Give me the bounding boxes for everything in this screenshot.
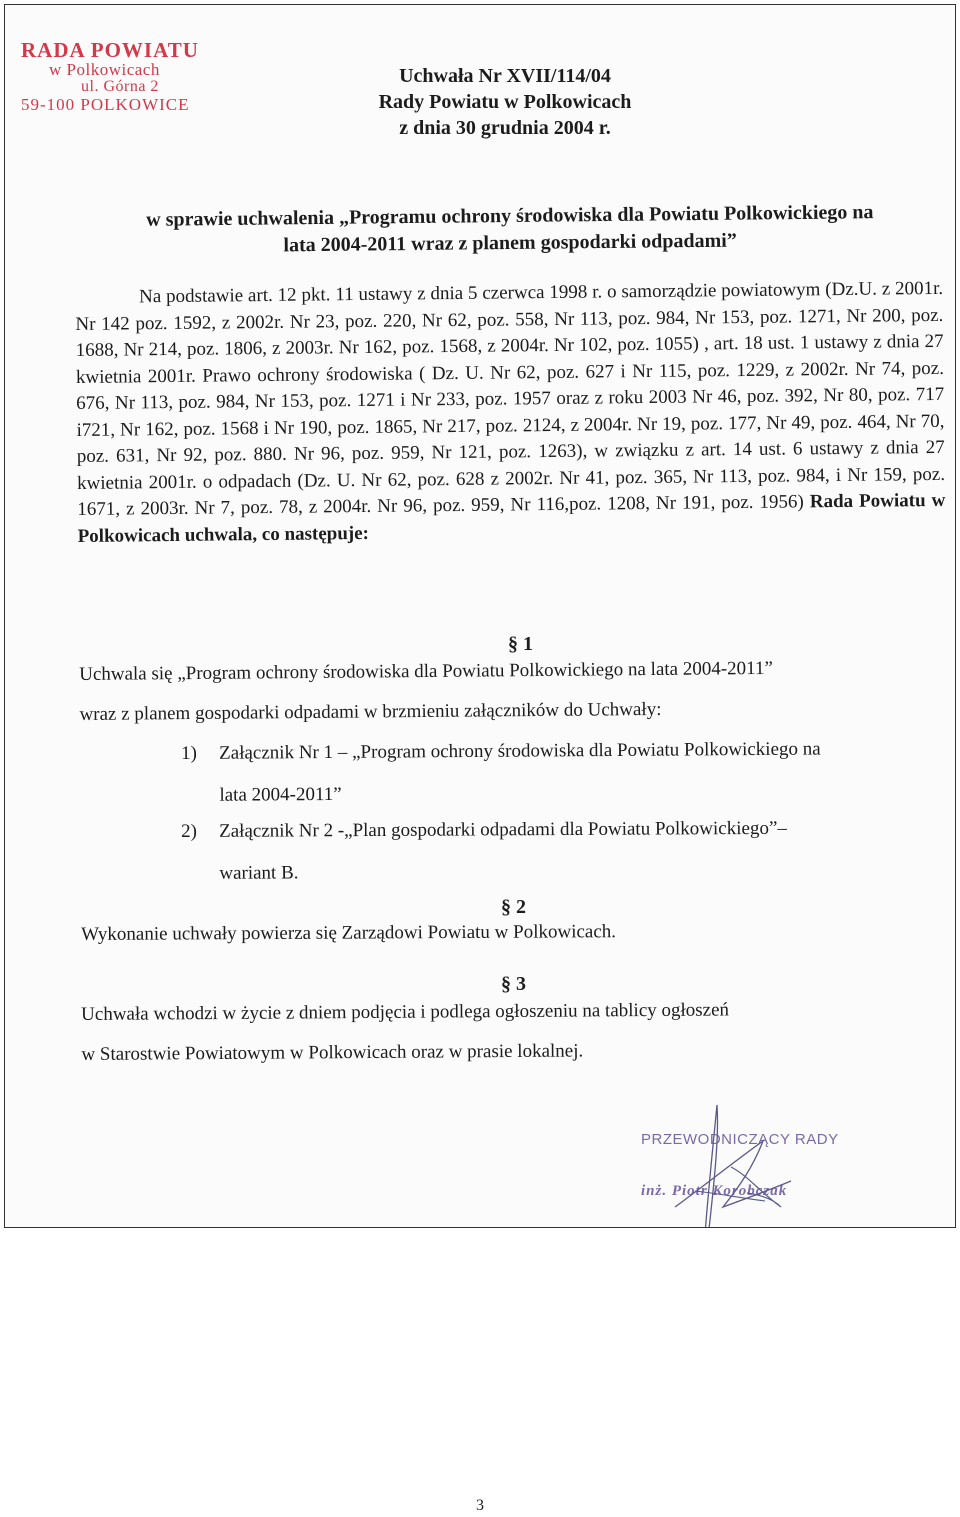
legal-basis-paragraph	[75, 276, 946, 550]
chairman-title-stamp: PRZEWODNICZĄCY RADY	[641, 1131, 839, 1148]
resolution-subject	[75, 198, 946, 261]
stamp-line-city: w Polkowicach	[49, 60, 160, 80]
signature-block	[635, 1095, 865, 1228]
section-3-symbol: § 3	[501, 973, 526, 995]
stamp-line-council: RADA POWIATU	[21, 38, 199, 62]
subject-line-2: lata 2004-2011 wraz z planem gospodarki odpadami”	[283, 229, 737, 257]
section-3-text	[81, 989, 948, 1075]
council-address-stamp	[21, 39, 199, 114]
resolution-number: Uchwała Nr XVII/114/04	[399, 65, 611, 87]
page-number: 3	[476, 1497, 484, 1514]
section-3-line-1: Uchwała wchodzi w życie z dniem podjęcia i podlega ogłoszeniu na tablicy ogłoszeń	[81, 999, 730, 1025]
legal-basis-text: Na podstawie art. 12 pkt. 11 ustawy z dnia 5 czerwca 1998 r. o samorządzie powiatowym (Dz.U. z 2001r. Nr 142 poz. 1592, z 2002r. Nr 23, poz. 220, Nr 62, poz. 558, Nr 113, poz. 984, Nr 153, poz. 1271, Nr 200, poz. 1688, Nr 214, poz. 1806, z 2003r. Nr 162, poz. 1568, z 2004r. Nr 102, poz. 1055) , art. 18 ust. 1 ustawy z dnia 27 kwietnia 2001r. Prawo ochrony środowiska ( Dz. U. Nr 62, poz. 627 i Nr 115, poz. 1229, z 2002r. Nr 74, poz. 676, Nr 113, poz. 984, Nr 153, poz. 1271 i Nr 233, poz. 1957 oraz z roku 2003 Nr 46, poz. 392, Nr 80, poz. 717 i721, Nr 162, poz. 1568 i Nr 190, poz. 1865, Nr 217, poz. 2124, z 2004r. Nr 19, poz. 177, Nr 49, poz. 464, Nr 70, poz. 631, Nr 92, poz. 880. Nr 96, poz. 959, Nr 121, poz. 1263), w związku z art. 14 ust. 6 ustawy z dnia 27 kwietnia 2001r. o odpadach (Dz. U. Nr 62, poz. 628 z 2002r. Nr 41, poz. 365, Nr 113, poz. 984, i Nr 159, poz. 1671, z 2003r. Nr 7, poz. 78, z 2004r. Nr 96, poz. 959, Nr 116,poz. 1208, Nr 191, poz. 1956)	[75, 277, 946, 520]
attachment-1-line-1: Załącznik Nr 1 – „Program ochrony środowiska dla Powiatu Polkowickiego na	[219, 738, 821, 764]
chairman-name-stamp: inż. Piotr Korobczak	[641, 1183, 788, 1199]
resolution-date: z dnia 30 grudnia 2004 r.	[399, 117, 611, 139]
section-2-text: Wykonanie uchwały powierza się Zarządowi Powiatu w Polkowicach.	[81, 921, 617, 945]
section-2-symbol: § 2	[501, 896, 526, 918]
section-1-text	[79, 647, 950, 735]
list-item-text	[219, 729, 821, 817]
section-1-line-2: wraz z planem gospodarki odpadami w brzmieniu załączników do Uchwały:	[79, 698, 662, 725]
list-item-number: 1)	[181, 742, 198, 764]
scanned-document	[4, 4, 956, 1228]
list-item-number: 2)	[181, 820, 197, 842]
resolution-issuer: Rady Powiatu w Polkowicach	[378, 91, 632, 113]
list-item-text	[219, 808, 787, 895]
resolution-header	[335, 63, 675, 141]
section-1-line-1: Uchwala się „Program ochrony środowiska dla Powiatu Polkowickiego na lata 2004-2011”	[79, 657, 773, 685]
handwritten-signature	[635, 1095, 865, 1228]
stamp-line-postcode: 59-100 POLKOWICE	[21, 94, 190, 114]
legal-basis-enacting-clause: Rada Powiatu w Polkowicach uchwala, co następuje:	[77, 489, 946, 547]
attachment-2-line-1: Załącznik Nr 2 -„Plan gospodarki odpadami dla Powiatu Polkowickiego”–	[219, 817, 787, 842]
section-1-symbol: § 1	[508, 633, 533, 655]
attachment-2-line-2: wariant B.	[219, 862, 299, 884]
stamp-line-street: ul. Górna 2	[81, 77, 159, 95]
section-3-line-2: w Starostwie Powiatowym w Polkowicach oraz w prasie lokalnej.	[81, 1040, 584, 1065]
attachment-1-line-2: lata 2004-2011”	[219, 783, 342, 806]
subject-line-1: w sprawie uchwalenia „Programu ochrony środowiska dla Powiatu Polkowickiego na	[146, 201, 874, 231]
list-item-attachment-2	[181, 807, 951, 901]
